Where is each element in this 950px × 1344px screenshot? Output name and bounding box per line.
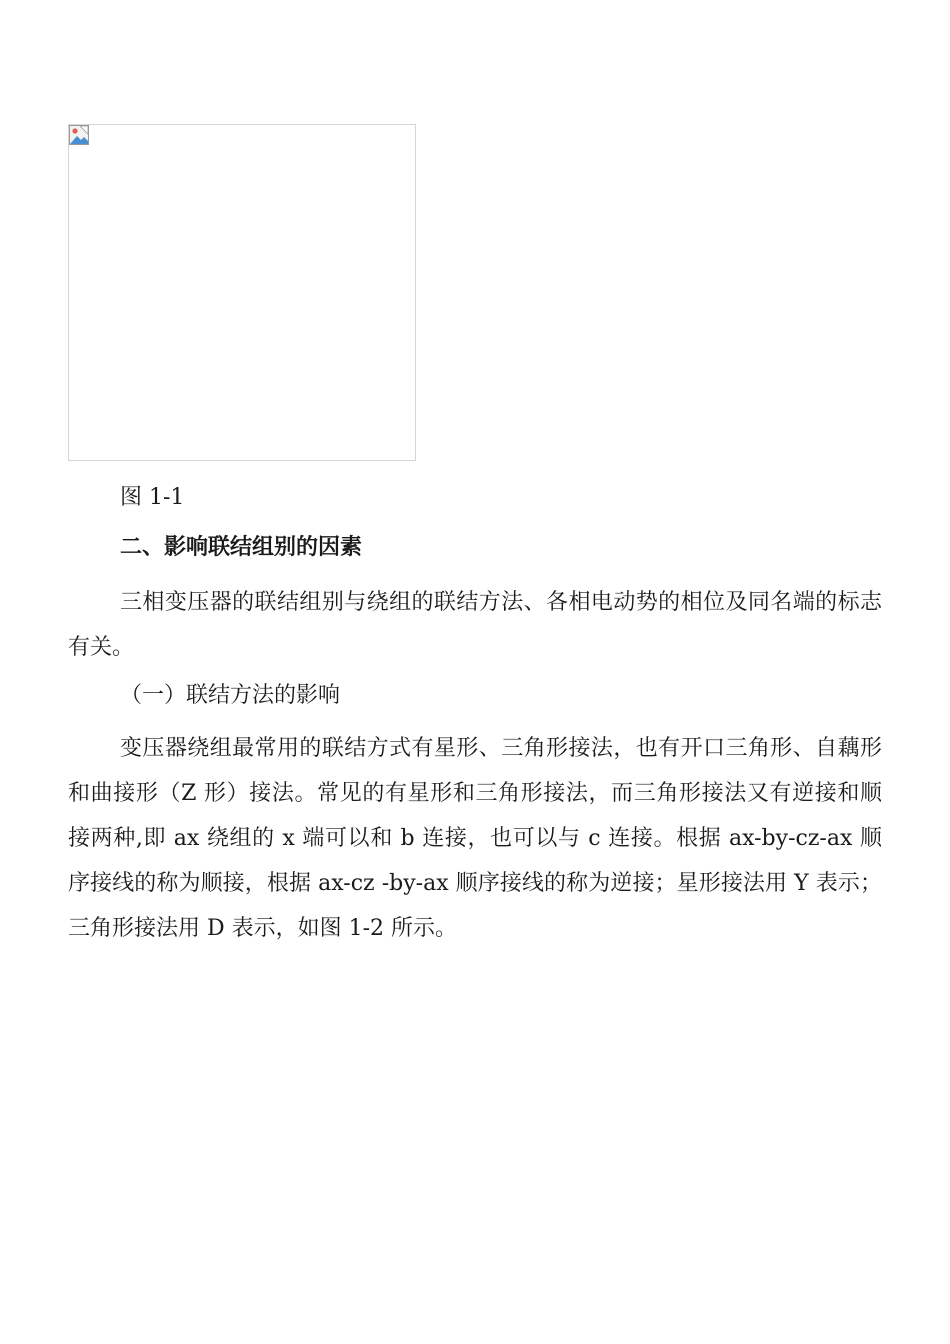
figure-caption: 图 1-1 bbox=[120, 485, 185, 510]
sub-heading: （一）联结方法的影响 bbox=[120, 683, 341, 708]
intro-paragraph: 三相变压器的联结组别与绕组的联结方法、各相电动势的相位及同名端的标志有关。 bbox=[68, 590, 882, 660]
broken-image-icon bbox=[69, 125, 89, 145]
body-paragraph: 变压器绕组最常用的联结方式有星形、三角形接法，也有开口三角形、自藕形和曲接形（Z 形）接法。常见的有星形和三角形接法，而三角形接法又有逆接和顺接两种,即 ax 绕组的 x 端可以和 b 连接，也可以与 c 连接。根据 ax-by-cz-ax 顺序接线的称为顺接，根据 ax-cz -by-ax 顺序接线的称为逆接；星形接法用 Y 表示；三角形接法用 D 表示，如图 1-2 所示。 bbox=[68, 736, 882, 941]
section-heading: 二、影响联结组别的因素 bbox=[120, 535, 363, 560]
figure-image-placeholder bbox=[68, 124, 416, 461]
